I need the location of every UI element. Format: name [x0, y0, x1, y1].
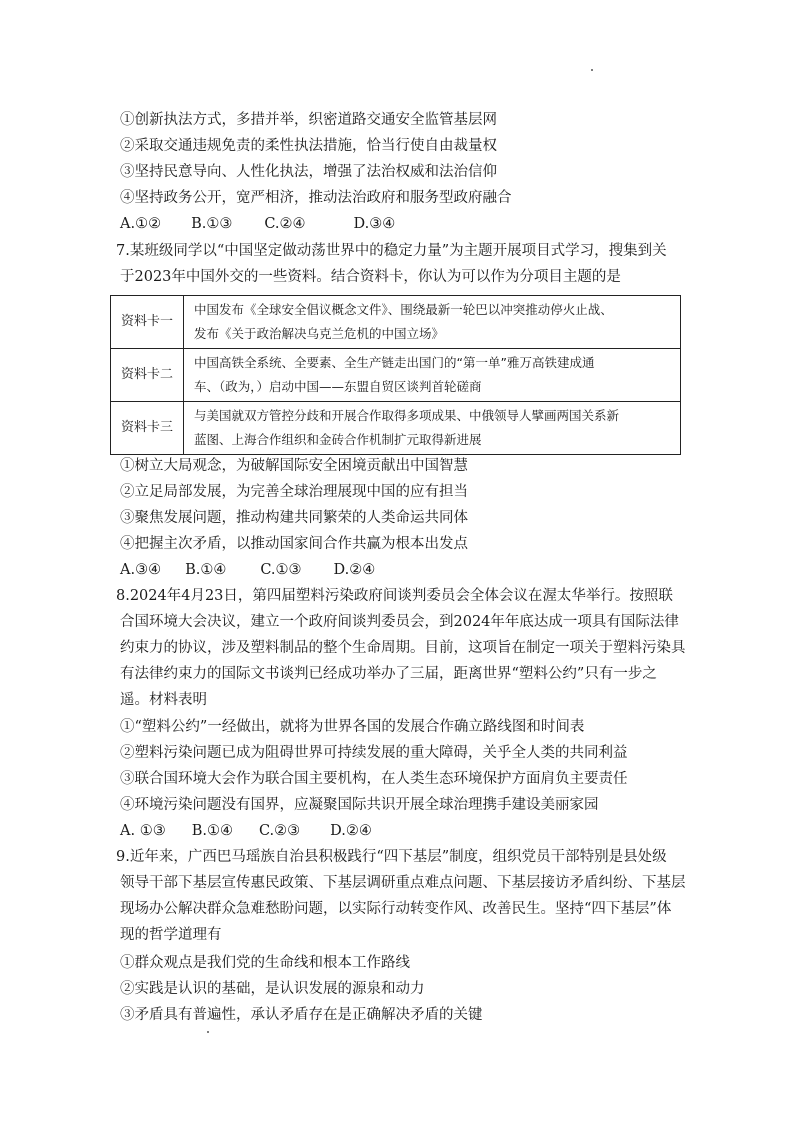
- q9-option-3: ③矛盾具有普遍性，承认矛盾存在是正确解决矛盾的关键: [120, 1007, 483, 1023]
- q6-answer-a[interactable]: A.①②: [120, 216, 162, 232]
- q8-answer-d[interactable]: D.②④: [330, 823, 372, 839]
- card-label: 资料卡三: [111, 402, 184, 455]
- card-content: [184, 402, 681, 455]
- q7-option-3: ③聚焦发展问题，推动构建共同繁荣的人类命运共同体: [120, 510, 468, 526]
- q8-option-4: ④环境污染问题没有国界，应凝聚国际共识开展全球治理携手建设美丽家园: [120, 797, 599, 813]
- q7-stem-line-1: 7.某班级同学以“中国坚定做动荡世界中的稳定力量”为主题开展项目式学习，搜集到关: [116, 243, 667, 259]
- q8-option-2: ②塑料污染问题已成为阻碍世界可持续发展的重大障碍，关乎全人类的共同利益: [120, 745, 628, 761]
- q9-stem-line-3: 现场办公解决群众急难愁盼问题，以实际行动转变作风、改善民生。坚持“四下基层”体: [120, 901, 672, 917]
- q8-answers: [120, 821, 690, 841]
- scan-dot-top: [591, 69, 593, 71]
- q8-stem-line-2: 合国环境大会决议，建立一个政府间谈判委员会，到2024年年底达成一项具有国际法律: [120, 614, 679, 630]
- q6-answer-b[interactable]: B.①③: [191, 216, 233, 232]
- q8-stem-line-4: 有法律约束力的国际文书谈判已经成功举办了三届，距离世界“塑料公约”只有一步之: [120, 666, 657, 682]
- q9-option-1: ①群众观点是我们党的生命线和根本工作路线: [120, 955, 410, 971]
- q7-option-1: ①树立大局观念，为破解国际安全困境贡献出中国智慧: [120, 458, 468, 474]
- q6-answer-c[interactable]: C.②④: [264, 216, 306, 232]
- q9-stem-line-4: 现的哲学道理有: [120, 927, 222, 943]
- card-line: 车、（政为，）启动中国——东盟自贸区谈判首轮磋商: [194, 379, 482, 394]
- q6-answers: [120, 214, 690, 234]
- q7-answers: [120, 560, 690, 580]
- q7-answer-b[interactable]: B.①④: [185, 562, 227, 578]
- q9-option-2: ②实践是认识的基础，是认识发展的源泉和动力: [120, 981, 425, 997]
- card-line: 中国发布《全球安全倡议概念文件》、围绕最新一轮巴以冲突推动停火止战、: [194, 302, 613, 317]
- card-line: 与美国就双方管控分歧和开展合作取得多项成果、中俄领导人擘画两国关系新: [194, 408, 620, 423]
- q6-option-2: ②采取交通违规免责的柔性执法措施，恰当行使自由裁量权: [120, 138, 497, 154]
- q8-answer-b[interactable]: B.①④: [191, 823, 233, 839]
- q8-stem-line-1: 8.2024年4月23日，第四届塑料污染政府间谈判委员会全体会议在渥太华举行。按照联: [116, 588, 673, 604]
- card-row: [111, 402, 681, 455]
- card-line: 蓝图、上海合作组织和金砖合作机制扩元取得新进展: [194, 432, 482, 447]
- q8-option-1: ①“塑料公约”一经做出，就将为世界各国的发展合作确立路线图和时间表: [120, 719, 585, 735]
- q9-stem-line-1: 9.近年来，广西巴马瑶族自治县积极践行“四下基层”制度，组织党员干部特别是县处级: [116, 849, 667, 865]
- card-row: [111, 296, 681, 349]
- card-line: 发布《关于政治解决乌克兰危机的中国立场》: [194, 326, 445, 341]
- q7-stem-line-2: 于2023年中国外交的一些资料。结合资料卡，你认为可以作为分项目主题的是: [120, 269, 621, 285]
- q7-material-cards-table: [110, 295, 681, 455]
- q7-answer-a[interactable]: A.③④: [120, 562, 162, 578]
- card-line: 中国高铁全系统、全要素、全生产链走出国门的“第一单”雅万高铁建成通: [194, 355, 595, 370]
- q7-answer-d[interactable]: D.②④: [333, 562, 376, 578]
- q8-stem-line-5: 遥。材料表明: [120, 692, 207, 708]
- card-content: [184, 349, 681, 402]
- q7-option-4: ④把握主次矛盾，以推动国家间合作共赢为根本出发点: [120, 536, 468, 552]
- q8-answer-a[interactable]: A. ①③: [120, 823, 166, 839]
- q9-stem-line-2: 领导干部下基层宣传惠民政策、下基层调研重点难点问题、下基层接访矛盾纠纷、下基层: [120, 875, 686, 891]
- q8-stem-line-3: 约束力的协议，涉及塑料制品的整个生命周期。目前，这项旨在制定一项关于塑料污染具: [120, 640, 686, 656]
- q6-option-4: ④坚持政务公开，宽严相济，推动法治政府和服务型政府融合: [120, 190, 512, 206]
- q8-answer-c[interactable]: C.②③: [258, 823, 301, 839]
- card-label: 资料卡一: [111, 296, 184, 349]
- q8-option-3: ③联合国环境大会作为联合国主要机构，在人类生态环境保护方面肩负主要责任: [120, 771, 628, 787]
- q6-option-3: ③坚持民意导向、人性化执法，增强了法治权威和法治信仰: [120, 164, 497, 180]
- card-content: [184, 296, 681, 349]
- q7-option-2: ②立足局部发展，为完善全球治理展现中国的应有担当: [120, 484, 468, 500]
- q6-answer-d[interactable]: D.③④: [353, 216, 396, 232]
- card-label: 资料卡二: [111, 349, 184, 402]
- q6-option-1: ①创新执法方式，多措并举，织密道路交通安全监管基层网: [120, 112, 497, 128]
- card-row: [111, 349, 681, 402]
- scan-dot-bottom: [207, 1031, 209, 1033]
- q7-answer-c[interactable]: C.①③: [260, 562, 302, 578]
